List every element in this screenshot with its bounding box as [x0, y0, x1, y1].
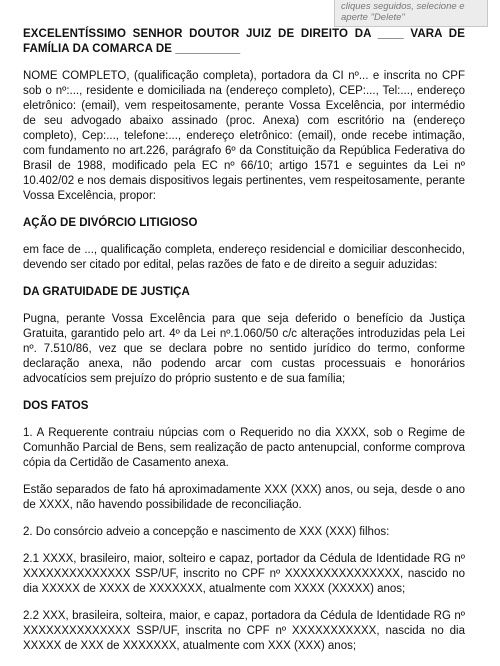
gratuidade-paragraph: Pugna, perante Vossa Excelência para que seja deferido o benefício da Justiça Gratuita, garantido pelo art. 4º da Lei nº.1.060/50 c/c alterações introduzidas pela Lei nº. 7.510/86, vez que se declara pobre no sentido jurídico do termo, conforme declaração anexa, não podendo arcar com custas processuais e honorários advocatícios sem prejuízo do próprio sustento e de sua família;: [23, 313, 465, 385]
petition-document: [23, 27, 465, 666]
fatos-paragraph-2: 2. Do consórcio adveio a concepção e nascimento de XXX (XXX) filhos:: [23, 526, 390, 538]
acao-paragraph: em face de ..., qualificação completa, endereço residencial e domiciliar desconhecido, devendo ser citado por edital, pelas razões de fato e de direito a seguir aduzidas:: [23, 244, 465, 271]
intro-paragraph: NOME COMPLETO, (qualificação completa), portadora da CI nº... e inscrita no CPF sob o nº:..., residente e domiciliada na (endereço completo), CEP:..., Tel:..., endereço eletrônico: (email), vem respeitosamente, perante Vossa Excelência, por intermédio de seu advogado abaixo assinado (proc. Anexa) com escritório na (endereço completo), Cep:..., telefone:..., endereço eletrônico: (email), onde recebe intimação, com fundamento no art.226, parágrafo 6º da Constituição da República Federativa do Brasil de 1988, modificado pela EC nº 66/10; artigo 1571 e seguintes da Lei nº 10.402/02 e nos demais dispositivos legais pertinentes, vem respeitosamente, perante Vossa Excelência, propor:: [23, 70, 465, 202]
document-title: EXCELENTÍSSIMO SENHOR DOUTOR JUIZ DE DIREITO DA ____ VARA DE FAMÍLIA DA COMARCA DE __________: [23, 28, 465, 55]
heading-fatos: DOS FATOS: [23, 400, 89, 412]
fatos-paragraph-1: 1. A Requerente contraiu núpcias com o Requerido no dia XXXX, sob o Regime de Comunhão Parcial de Bens, sem realização de pacto antenupcial, conforme comprova cópia da Certidão de Casamento anexa.: [23, 427, 465, 469]
heading-gratuidade: DA GRATUIDADE DE JUSTIÇA: [23, 286, 190, 298]
fatos-separados-paragraph: Estão separados de fato há aproximadamente XXX (XXX) anos, ou seja, desde o ano de XXXX, não havendo possibilidade de reconciliação.: [23, 484, 465, 511]
fatos-paragraph-2-2: 2.2 XXX, brasileira, solteira, maior, e capaz, portadora da Cédula de Identidade RG nº XXXXXXXXXXXXXX SSP/UF, inscrita no CPF nº XXXXXXXXXXX, nascida no dia XXXXX de XXX de XXXXXXX, atualmente com XXX (XXX) anos;: [23, 610, 465, 652]
fatos-paragraph-2-1: 2.1 XXXX, brasileiro, maior, solteiro e capaz, portador da Cédula de Identidade RG nº XXXXXXXXXXXXXX SSP/UF, inscrito no CPF nº XXXXXXXXXXXXXXX, nascido no dia XXXXX de XXXX de XXXXXXX, atualmente com XXXX (XXXXX) anos;: [23, 553, 465, 595]
heading-acao: AÇÃO DE DIVÓRCIO LITIGIOSO: [23, 217, 198, 229]
instruction-note: cliques seguidos, selecione e aperte "Delete": [334, 0, 488, 27]
